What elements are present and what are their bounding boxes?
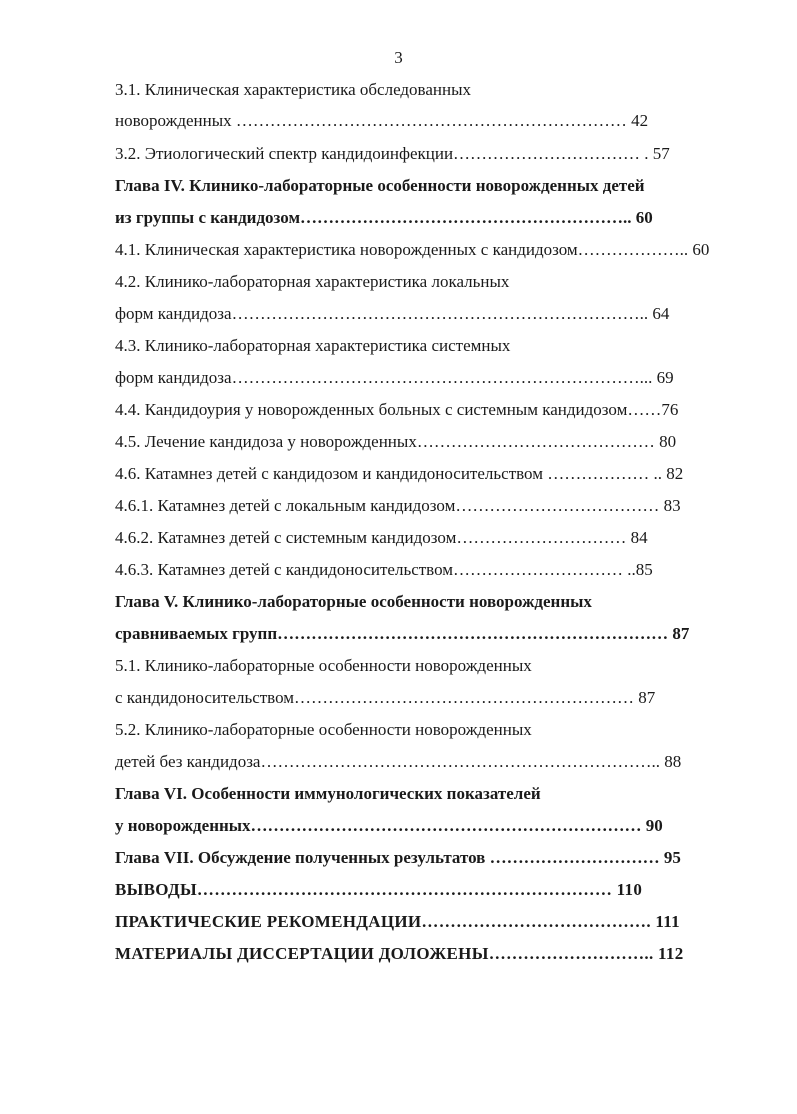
toc-chapter-heading: у новорожденных…………………………………………………………… 90 xyxy=(115,816,663,835)
toc-line: новорожденных …………………………………………………………… 42 xyxy=(115,111,649,130)
toc-line: 5.1. Клинико-лабораторные особенности новорожденных xyxy=(115,656,532,675)
page-number: 3 xyxy=(394,48,403,67)
toc-chapter-heading: Глава VII. Обсуждение полученных результатов ………………………… 95 xyxy=(115,848,681,867)
toc-line: 4.2. Клинико-лабораторная характеристика локальных xyxy=(115,272,510,291)
toc-chapter-heading: сравниваемых групп…………………………………………………………… 87 xyxy=(115,624,690,643)
toc-section-heading: ВЫВОДЫ……………………………………………………………… 110 xyxy=(115,880,643,899)
toc-line: форм кандидоза………………………………………………………………... 69 xyxy=(115,368,674,387)
toc-section-heading: МАТЕРИАЛЫ ДИССЕРТАЦИИ ДОЛОЖЕНЫ……………………….. 112 xyxy=(115,944,684,963)
toc-line: 4.6.1. Катамнез детей с локальным кандидозом……………………………… 83 xyxy=(115,496,681,515)
toc-line: 4.6.3. Катамнез детей с кандидоносительством………………………… ..85 xyxy=(115,560,653,579)
toc-line: с кандидоносительством…………………………………………………… 87 xyxy=(115,688,656,707)
toc-line: форм кандидоза……………………………………………………………….. 64 xyxy=(115,304,670,323)
toc-line: 4.3. Клинико-лабораторная характеристика системных xyxy=(115,336,511,355)
toc-line: 4.4. Кандидоурия у новорожденных больных с системным кандидозом……76 xyxy=(115,400,679,419)
toc-line: 3.2. Этиологический спектр кандидоинфекции…………………………… . 57 xyxy=(115,144,670,163)
toc-line: 4.6. Катамнез детей с кандидозом и кандидоносительством ……………… .. 82 xyxy=(115,464,684,483)
toc-line: детей без кандидоза…………………………………………………………….. 88 xyxy=(115,752,682,771)
toc-chapter-heading: Глава VI. Особенности иммунологических показателей xyxy=(115,784,541,803)
toc-line: 5.2. Клинико-лабораторные особенности новорожденных xyxy=(115,720,532,739)
toc-line: 4.1. Клиническая характеристика новорожденных с кандидозом……………….. 60 xyxy=(115,240,710,259)
toc-section-heading: ПРАКТИЧЕСКИЕ РЕКОМЕНДАЦИИ…………………………………. 111 xyxy=(115,912,680,931)
toc-line: 4.5. Лечение кандидоза у новорожденных…………………………………… 80 xyxy=(115,432,677,451)
toc-chapter-heading: Глава V. Клинико-лабораторные особенности новорожденных xyxy=(115,592,592,611)
toc-chapter-heading: Глава IV. Клинико-лабораторные особенности новорожденных детей xyxy=(115,176,645,195)
toc-line: 4.6.2. Катамнез детей с системным кандидозом………………………… 84 xyxy=(115,528,648,547)
toc-line: 3.1. Клиническая характеристика обследованных xyxy=(115,80,472,99)
toc-chapter-heading: из группы с кандидозом………………………………………………….. 60 xyxy=(115,208,653,227)
